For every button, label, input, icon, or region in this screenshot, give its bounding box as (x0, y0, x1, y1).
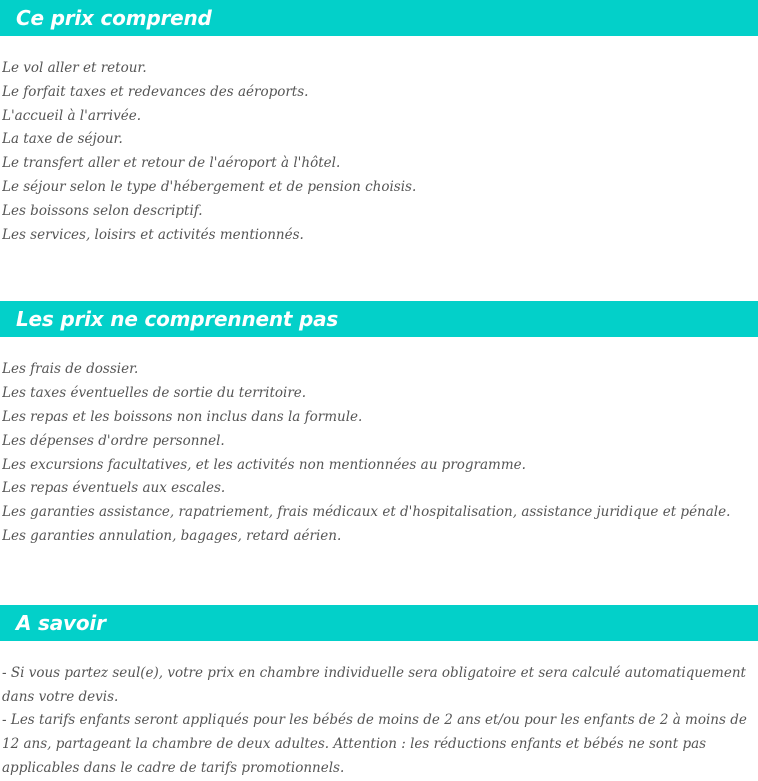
section-banner-good-to-know (0, 605, 758, 641)
spacer (0, 641, 758, 662)
section-title-included: Ce prix comprend (16, 6, 212, 30)
list-item: Les garanties assistance, rapatriement, frais médicaux et d'hospitalisation, assistance juridique et pénale. (2, 504, 731, 521)
list-item: La taxe de séjour. (2, 131, 123, 148)
section-banner-not-included (0, 301, 758, 337)
list-item: Les excursions facultatives, et les activités non mentionnées au programme. (2, 456, 526, 473)
paragraph: - Si vous partez seul(e), votre prix en chambre individuelle sera obligatoire et sera calculé automatiquement dans votre devis. (2, 664, 746, 705)
paragraph: - Les tarifs enfants seront appliqués pour les bébés de moins de 2 ans et/ou pour les enfants de 2 à moins de 12 ans, partageant la chambre de deux adultes. Attention : les réductions enfants et bébés ne sont pas applicables dans le cadre de tarifs promotionnels. (2, 712, 747, 776)
section-body-included (0, 57, 758, 247)
list-item: Les frais de dossier. (2, 361, 139, 378)
spacer (0, 337, 758, 358)
spacer (0, 247, 758, 301)
section-title-good-to-know: A savoir (16, 610, 106, 635)
spacer (0, 36, 758, 57)
section-banner-included (0, 0, 758, 36)
section-included (0, 0, 758, 247)
list-item: Les repas et les boissons non inclus dans la formule. (2, 408, 363, 425)
included-item-list (2, 57, 754, 247)
list-item: Le forfait taxes et redevances des aéroports. (2, 83, 309, 100)
list-item: Le transfert aller et retour de l'aéroport à l'hôtel. (2, 155, 341, 172)
list-item: Les repas éventuels aux escales. (2, 480, 226, 497)
list-item: Les boissons selon descriptif. (2, 202, 203, 219)
section-good-to-know (0, 605, 758, 781)
list-item: L'accueil à l'arrivée. (2, 107, 141, 124)
section-body-good-to-know (0, 662, 758, 781)
list-item: Les taxes éventuelles de sortie du territoire. (2, 385, 307, 402)
list-item: Les dépenses d'ordre personnel. (2, 432, 225, 449)
list-item: Le vol aller et retour. (2, 60, 147, 76)
list-item: Le séjour selon le type d'hébergement et de pension choisis. (2, 178, 417, 195)
list-item: Les services, loisirs et activités mentionnés. (2, 226, 304, 243)
not-included-item-list (2, 358, 754, 548)
spacer (0, 549, 758, 605)
section-body-not-included (0, 358, 758, 548)
list-item: Les garanties annulation, bagages, retard aérien. (2, 527, 342, 544)
section-not-included (0, 301, 758, 548)
section-title-not-included: Les prix ne comprennent pas (16, 307, 339, 332)
